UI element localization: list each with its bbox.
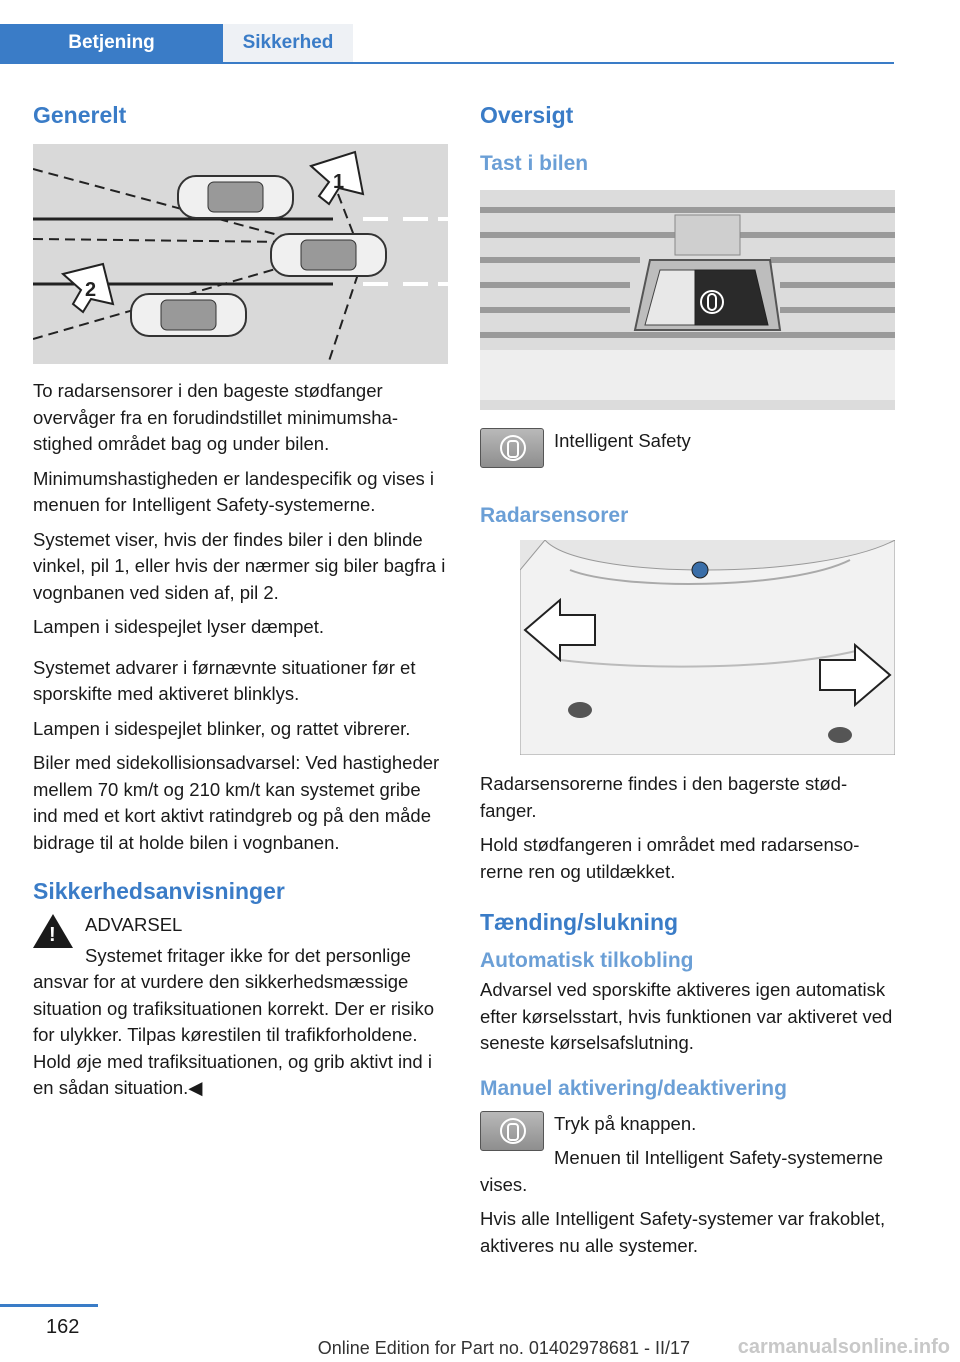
arrow-2-label: 2	[85, 279, 97, 301]
heading-onoff: Tænding/slukning	[480, 909, 679, 935]
subheading-radar: Radarsensorer	[480, 504, 629, 527]
heading-general: Generelt	[33, 102, 127, 128]
warning-text: Systemet fritager ikke for det personlige ansvar for at vurdere den sikkerhedsmæssige situation og trafiksituationen korrekt. Der er risiko for ulykker. Tilpas kørestilen til trafikforholdene. Hold øje med trafiksituationen, og grib aktivt ind i en sådan situation.◀	[33, 944, 435, 1098]
intelligent-safety-button-icon[interactable]	[480, 428, 544, 468]
warning-block	[33, 912, 448, 1102]
edition-info: Online Edition for Part no. 01402978681 - II/17	[317, 1338, 690, 1358]
paragraph: Radarsensorerne findes i den bagerste stødfanger.	[480, 773, 848, 821]
paragraph: Hold stødfangeren i området med radarsensorerne ren og utildækket.	[480, 834, 860, 882]
paragraph: Systemet viser, hvis der findes biler i den blinde vinkel, pil 1, eller hvis der nærmer sig biler bagfra i vognbanen ved siden af, pil 2.	[33, 528, 446, 603]
intelligent-safety-button-icon[interactable]	[480, 1111, 544, 1151]
heading-safety: Sikkerhedsanvisninger	[33, 878, 285, 904]
paragraph: Systemet advarer i førnævnte situationer før et sporskifte med aktiveret blinklys.	[33, 656, 416, 704]
paragraph: Advarsel ved sporskifte aktiveres igen automatisk efter kørselsstart, hvis funktionen var aktiveret ved seneste kørselsafslutning.	[480, 979, 893, 1053]
car-top	[178, 176, 293, 218]
paragraph: Biler med sidekollisionsadvarsel: Ved hastigheder mellem 70 km/t og 210 km/t kan systemet gribe ind med et kort aktivt ratindgreb og på den måde bidrage til at holde bilen i vognbanen.	[33, 752, 440, 853]
paragraph: Lampen i sidespejlet blinker, og rattet vibrerer.	[33, 717, 411, 739]
manual-step-1: Tryk på knappen.	[554, 1112, 697, 1134]
paragraph: Hvis alle Intelligent Safety-systemer var frakoblet, aktiveres nu alle systemer.	[480, 1208, 886, 1256]
warning-title: ADVARSEL	[85, 914, 183, 935]
button-legend	[480, 428, 895, 482]
tab-betjening[interactable]: Betjening	[0, 24, 223, 62]
manual-step-2: Menuen til Intelligent Safety-systemerne vises.	[480, 1147, 884, 1195]
button-label: Intelligent Safety	[554, 430, 691, 451]
paragraph: Minimumshastigheden er landespecifik og vises i menuen for Intelligent Safety-systemerne.	[33, 467, 435, 515]
radar-figure	[520, 540, 895, 755]
blind-spot-figure	[33, 144, 448, 364]
heading-overview: Oversigt	[480, 102, 574, 128]
right-column	[480, 100, 895, 1267]
car-bottom	[131, 294, 246, 336]
paragraph: Lampen i sidespejlet lyser dæmpet.	[33, 616, 325, 637]
manual-steps	[480, 1111, 895, 1199]
warning-exclamation-icon: !	[49, 924, 56, 946]
watermark: carmanualsonline.info	[737, 1336, 950, 1358]
subheading-manual: Manuel aktivering/deaktivering	[480, 1076, 787, 1100]
blind-spot-illustration	[33, 144, 448, 364]
chapter-tabs	[0, 24, 894, 64]
dashboard-button-illustration	[480, 190, 895, 410]
arrow-1-label: 1	[333, 171, 345, 193]
subheading-auto: Automatisk tilkobling	[480, 949, 694, 972]
page-number: 162	[46, 1316, 80, 1338]
paragraph: To radarsensorer i den bageste stødfanger overvåger fra en forudindstillet minimumshastighed området bag og under bilen.	[33, 380, 399, 454]
rear-bumper-illustration	[520, 540, 895, 755]
footer-rule	[0, 1304, 98, 1307]
car-middle	[271, 234, 386, 276]
tab-sikkerhed[interactable]: Sikkerhed	[223, 24, 353, 62]
subheading-button: Tast i bilen	[480, 152, 589, 175]
left-column	[33, 100, 448, 1112]
button-location-figure	[480, 190, 895, 410]
